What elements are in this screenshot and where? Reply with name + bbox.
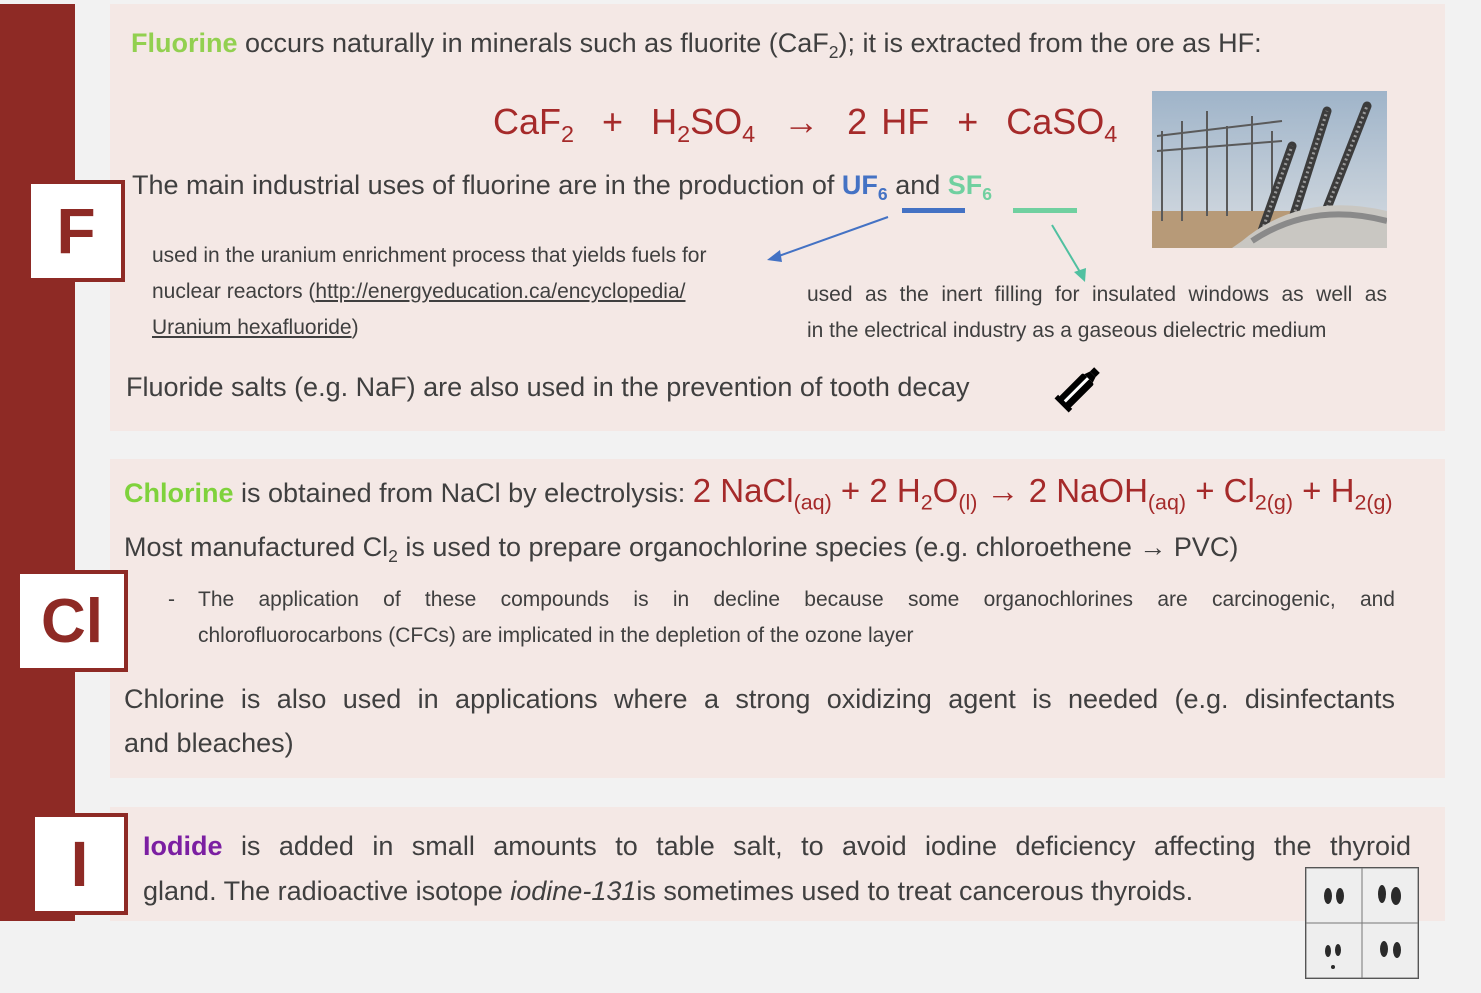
- eq2-d-sub: 2(g): [1254, 490, 1293, 515]
- iodide-line2: [143, 869, 1411, 914]
- sf6-note: [807, 277, 1387, 349]
- thyroid-scan-grid: [1306, 868, 1418, 978]
- iodide-line1: [143, 824, 1411, 869]
- toothpaste-icon: [1052, 360, 1108, 414]
- iodide-line2-a: gland. The radioactive isotope: [143, 876, 503, 906]
- iodide-line1-text: is added in small amounts to table salt, to avoid iodine deficiency affecting the thyroid: [240, 831, 1411, 861]
- fluorine-intro-sub: 2: [828, 42, 839, 63]
- electrolysis-equation: [692, 472, 1393, 515]
- manufactured-cl2: [124, 532, 1239, 567]
- oxidizing-line1: Chlorine is also used in applications where a strong oxidizing agent is needed (e.g. disinfectants: [124, 684, 1395, 714]
- chlorine-name: Chlorine: [124, 478, 234, 508]
- substation-illustration: [1152, 91, 1387, 248]
- uf6-link-cont[interactable]: Uranium hexafluoride: [152, 316, 352, 339]
- iodine-badge: [31, 813, 128, 915]
- bullet-line1: The application of these compounds is in decline because some organochlorines are carcinogenic, and: [198, 588, 1395, 611]
- sf6-label: [947, 170, 993, 205]
- fluorine-intro-text-b: ); it is extracted from the ore as HF:: [838, 28, 1262, 58]
- eq2-c: 2 NaOH: [1028, 472, 1148, 509]
- uf6-note-line3: [152, 310, 792, 346]
- uf6-note-prefix: nuclear reactors (: [152, 280, 316, 303]
- uf6-text: UF: [841, 170, 878, 200]
- eq-product-2: CaSO: [1006, 101, 1105, 142]
- fluorine-intro-text-a: occurs naturally in minerals such as fluorite (CaF: [245, 28, 829, 58]
- eq2-arrow: →: [986, 472, 1020, 509]
- fluorine-badge-symbol: F: [56, 195, 96, 267]
- sf6-note-line1: used as the inert filling for insulated windows as well as: [807, 283, 1387, 306]
- eq-plus-2: +: [957, 101, 979, 142]
- eq2-e-sub: 2(g): [1354, 490, 1393, 515]
- sf6-note-line2: in the electrical industry as a gaseous dielectric medium: [807, 319, 1327, 342]
- fluorine-intro: [131, 28, 1262, 63]
- uf6-note-line1: used in the uranium enrichment process that yields fuels for: [152, 244, 707, 267]
- fluoride-text: Fluoride salts (e.g. NaF) are also used in the prevention of tooth decay: [126, 372, 970, 402]
- iodide-name: Iodide: [143, 831, 223, 861]
- uf6-link[interactable]: http://energyeducation.ca/encyclopedia/: [315, 280, 686, 303]
- sf6-sub: 6: [982, 184, 993, 205]
- eq-reactant-1: CaF: [493, 101, 562, 142]
- fluorine-uses-text: The main industrial uses of fluorine are in the production of: [132, 170, 835, 200]
- and-text: and: [895, 170, 941, 200]
- eq2-b-sub2: (l): [958, 490, 978, 515]
- eq2-b: 2 H: [869, 472, 921, 509]
- oxidizing-text: [124, 677, 1395, 765]
- sf6-arrow: [1052, 225, 1080, 272]
- eq2-c-sub: (aq): [1147, 490, 1187, 515]
- eq2-a: 2 NaCl: [692, 472, 794, 509]
- uf6-label: [841, 170, 888, 205]
- eq2-plus1: +: [840, 472, 861, 509]
- iodine-isotope: iodine-131: [510, 876, 637, 906]
- fluorine-badge: [27, 180, 125, 282]
- eq-plus-1: +: [602, 101, 624, 142]
- uf6-arrow: [776, 217, 888, 257]
- organochlorine-bullet: [168, 582, 1395, 654]
- eq-reactant-2a: H: [651, 101, 678, 142]
- uf6-sub: 6: [877, 184, 888, 205]
- eq2-e: H: [1330, 472, 1355, 509]
- eq-reactant-2b: SO: [690, 101, 743, 142]
- eq2-b2: O: [932, 472, 959, 509]
- eq-product-2-sub: 4: [1104, 121, 1118, 148]
- uf6-note: [152, 238, 792, 346]
- eq2-a-sub: (aq): [793, 490, 832, 515]
- fluorite-equation: [493, 101, 1118, 148]
- eq2-plus2: +: [1195, 472, 1215, 509]
- eq2-plus3: +: [1302, 472, 1322, 509]
- manufactured-text-a: Most manufactured Cl: [124, 532, 389, 562]
- chlorine-badge: [16, 570, 128, 672]
- bullet-dash: -: [168, 588, 175, 611]
- eq-reactant-2-sub2: 4: [742, 121, 756, 148]
- sf6-text: SF: [947, 170, 983, 200]
- substation-photo: [1152, 91, 1387, 248]
- eq-product-1: 2 HF: [847, 101, 930, 142]
- eq-arrow: →: [783, 101, 820, 142]
- bullet-line2: chlorofluorocarbons (CFCs) are implicated in the depletion of the ozone layer: [198, 624, 914, 647]
- iodide-text: [143, 824, 1411, 914]
- eq2-d: Cl: [1223, 472, 1255, 509]
- manufactured-sub: 2: [388, 546, 398, 567]
- eq-reactant-1-sub: 2: [561, 121, 575, 148]
- iodine-badge-symbol: I: [70, 828, 89, 900]
- chlorine-intro: [124, 472, 1393, 515]
- eq-reactant-2-sub1: 2: [677, 121, 691, 148]
- chlorine-badge-symbol: Cl: [41, 586, 103, 656]
- manufactured-text-b: is used to prepare organochlorine species (e.g. chloroethene → PVC): [405, 532, 1239, 562]
- oxidizing-line2: and bleaches): [124, 728, 294, 758]
- uf6-note-close: ): [351, 316, 359, 339]
- uf6-note-line2: [152, 274, 792, 310]
- fluorine-name: Fluorine: [131, 28, 238, 58]
- sidebar-bar: [0, 4, 75, 921]
- iodide-line2-b: is sometimes used to treat cancerous thyroids.: [636, 876, 1194, 906]
- fluorine-uses: [132, 170, 993, 205]
- chlorine-intro-text: is obtained from NaCl by electrolysis:: [241, 478, 686, 508]
- eq2-b-sub1: 2: [920, 490, 933, 515]
- thyroid-scan-images: [1305, 867, 1419, 979]
